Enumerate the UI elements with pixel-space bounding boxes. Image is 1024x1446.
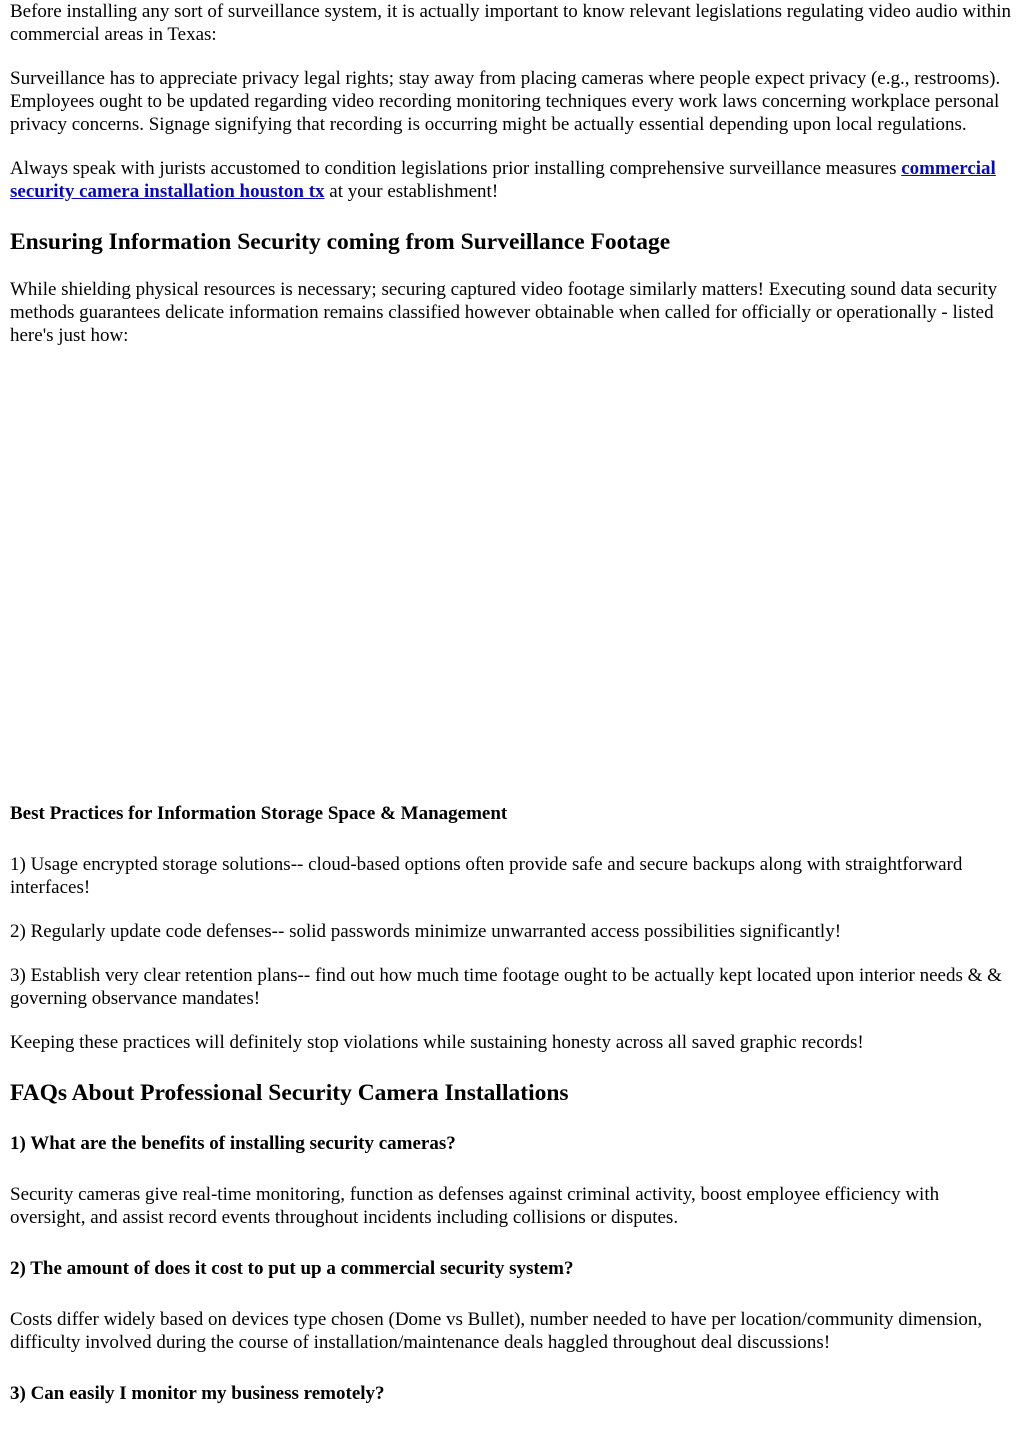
blank-image-area xyxy=(10,347,1018,800)
jurists-text-before: Always speak with jurists accustomed to condition legislations prior installing comprehensive surveillance measures xyxy=(10,158,902,179)
faq-answer-2: Costs differ widely based on devices type chosen (Dome vs Bullet), number needed to have per location/community dimension, difficulty involved during the course of installation/maintenance deals haggled throughout deal discussions! xyxy=(10,1309,983,1353)
best-practice-item-3: 3) Establish very clear retention plans-- find out how much time footage ought to be actually kept located upon interior needs & & governing observance mandates! xyxy=(10,965,1002,1009)
jurists-paragraph xyxy=(10,157,1018,203)
commercial-security-camera-link[interactable]: commercial security camera installation houston tx xyxy=(10,158,996,202)
faq-question-3: 3) Can easily I monitor my business remotely? xyxy=(10,1383,385,1404)
best-practices-heading: Best Practices for Information Storage Space & Management xyxy=(10,803,508,824)
best-practice-item-2: 2) Regularly update code defenses-- solid passwords minimize unwarranted access possibilities significantly! xyxy=(10,921,842,942)
faq-question-2: 2) The amount of does it cost to put up a commercial security system? xyxy=(10,1258,574,1279)
faqs-heading: FAQs About Professional Security Camera Installations xyxy=(10,1080,569,1106)
info-security-heading: Ensuring Information Security coming from Surveillance Footage xyxy=(10,229,671,255)
intro-paragraph: Before installing any sort of surveillance system, it is actually important to know relevant legislations regulating video audio within commercial areas in Texas: xyxy=(10,1,1011,45)
faq-question-1: 1) What are the benefits of installing security cameras? xyxy=(10,1133,456,1154)
jurists-text-after: at your establishment! xyxy=(324,181,499,202)
faq-answer-1: Security cameras give real-time monitoring, function as defenses against criminal activity, boost employee efficiency with oversight, and assist record events throughout incidents including collisions or disputes. xyxy=(10,1184,940,1228)
privacy-paragraph: Surveillance has to appreciate privacy legal rights; stay away from placing cameras where people expect privacy (e.g., restrooms). Employees ought to be updated regarding video recording monitoring techniques every work laws concerning workplace personal privacy concerns. Signage signifying that recording is occurring might be actually essential depending upon local regulations. xyxy=(10,68,1001,135)
article-body xyxy=(10,0,1018,1405)
best-practice-item-1: 1) Usage encrypted storage solutions-- cloud-based options often provide safe and secure backups along with straightforward interfaces! xyxy=(10,854,963,898)
info-security-paragraph: While shielding physical resources is necessary; securing captured video footage similarly matters! Executing sound data security methods guarantees delicate information remains classified however obtainable when called for officially or operationally - listed here's just how: xyxy=(10,279,998,346)
best-practices-closing: Keeping these practices will definitely stop violations while sustaining honesty across all saved graphic records! xyxy=(10,1032,864,1053)
